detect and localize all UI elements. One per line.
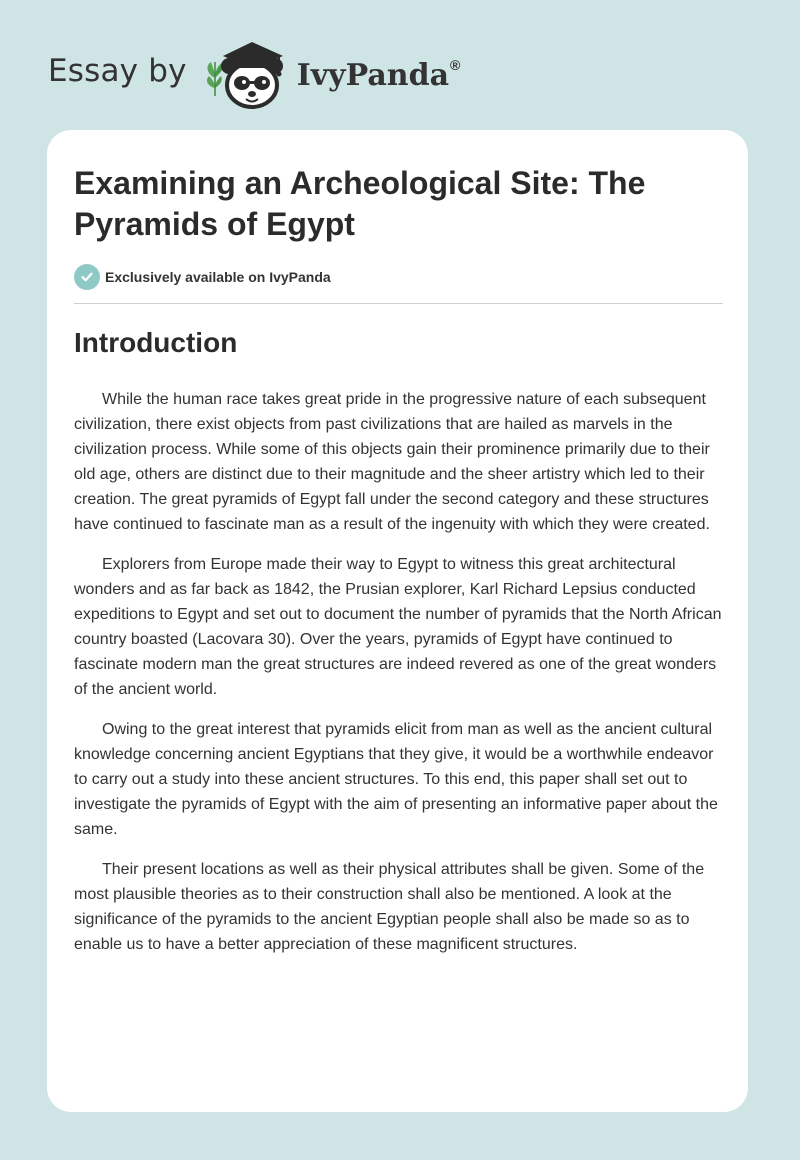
paragraph: Their present locations as well as their physical attributes shall be given. Some of the most plausible theories as to their construction shall also be mentioned. A look at the significance of the pyramids to the ancient Egyptian people shall also be made so as to enable us to have a better appreciation of these magnificent structures. [74,861,705,953]
exclusive-text: Exclusively available on IvyPanda [105,269,331,285]
panda-graduation-cap-icon[interactable] [201,34,297,114]
check-circle-icon [74,264,100,290]
essay-title: Examining an Archeological Site: The Pyramids of Egypt [74,165,646,242]
paragraph: Owing to the great interest that pyramids elicit from man as well as the ancient cultural knowledge concerning ancient Egyptians that they give, it would be a worthwhile endeavor to carry out a study into these ancient structures. To this end, this paper shall set out to investigate the pyramids of Egypt with the aim of presenting an informative paper about the same. [74,721,718,838]
divider [74,303,723,304]
section-heading: Introduction [74,327,238,358]
exclusive-badge [74,264,331,290]
essay-body [74,387,726,972]
essay-card [47,130,748,1112]
ivy-leaf-icon [207,62,224,96]
site-header [48,34,460,114]
brand-name[interactable]: IvyPanda® [296,56,461,93]
paragraph: While the human race takes great pride in the progressive nature of each subsequent civilization, there exist objects from past civilizations that are hailed as marvels in the civilization process. While some of this objects gain their prominence primarily due to their old age, others are distinct due to their magnitude and the sheer artistry which led to their creation. The great pyramids of Egypt fall under the second category and these structures have continued to fascinate man as a result of the ingenuity with which they were created. [74,391,710,533]
essay-by-label: Essay by [48,53,187,89]
registered-mark: ® [450,56,461,73]
paragraph: Explorers from Europe made their way to Egypt to witness this great architectural wonders and as far back as 1842, the Prusian explorer, Karl Richard Lepsius conducted expeditions to Egypt and set out to document the number of pyramids that the North African country boasted (Lacovara 30). Over the years, pyramids of Egypt have continued to fascinate modern man the great structures are indeed revered as one of the great wonders of the ancient world. [74,556,722,698]
